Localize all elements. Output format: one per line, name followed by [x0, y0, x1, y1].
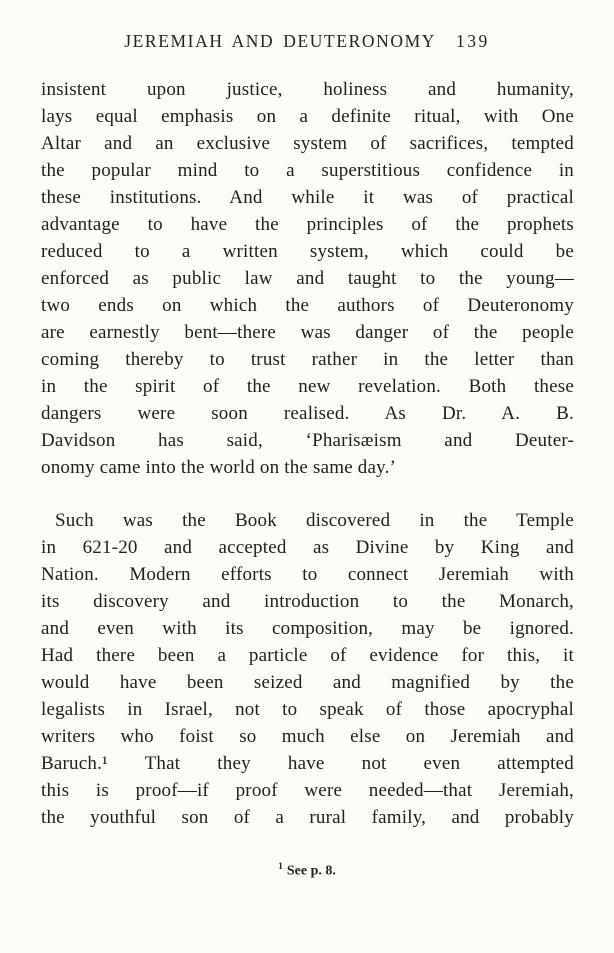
- page-text: [41, 76, 574, 831]
- text-line: insistent upon justice, holiness and humanity,: [41, 79, 574, 100]
- page-header: [0, 31, 614, 52]
- running-head-title: JEREMIAH AND DEUTERONOMY: [124, 31, 436, 51]
- text-line: writers who foist so much else on Jeremiah and: [41, 726, 574, 747]
- text-line: coming thereby to trust rather in the letter than: [41, 349, 574, 370]
- footnote-marker: 1: [278, 862, 283, 872]
- text-line: Altar and an exclusive system of sacrifices, tempted: [41, 133, 574, 154]
- text-line: Such was the Book discovered in the Temple: [55, 510, 574, 531]
- text-line: the popular mind to a superstitious confidence in: [41, 160, 574, 181]
- text-line: Baruch.¹ That they have not even attempted: [41, 753, 574, 774]
- text-line: Had there been a particle of evidence for this, it: [41, 645, 574, 666]
- text-line: would have been seized and magnified by the: [41, 672, 574, 693]
- text-line: legalists in Israel, not to speak of those apocryphal: [41, 699, 574, 720]
- text-line: this is proof—if proof were needed—that Jeremiah,: [41, 780, 574, 801]
- page-number: 139: [456, 31, 490, 51]
- text-line: are earnestly bent—there was danger of the people: [41, 322, 574, 343]
- text-line: Nation. Modern efforts to connect Jeremiah with: [41, 564, 574, 585]
- text-line: and even with its composition, may be ignored.: [41, 618, 574, 639]
- text-line: reduced to a written system, which could be: [41, 241, 574, 262]
- text-line: onomy came into the world on the same day.’: [41, 457, 397, 478]
- text-line: these institutions. And while it was of practical: [41, 187, 574, 208]
- text-line: its discovery and introduction to the Monarch,: [41, 591, 574, 612]
- paragraph: [41, 76, 574, 481]
- text-line: lays equal emphasis on a definite ritual, with One: [41, 106, 574, 127]
- text-line: enforced as public law and taught to the young—: [41, 268, 574, 289]
- footnote: [0, 862, 614, 880]
- text-line: in 621-20 and accepted as Divine by King and: [41, 537, 574, 558]
- footnote-text: See p. 8.: [286, 863, 336, 879]
- text-line: dangers were soon realised. As Dr. A. B.: [41, 403, 574, 424]
- text-line: in the spirit of the new revelation. Both these: [41, 376, 574, 397]
- text-line: Davidson has said, ‘Pharisæism and Deuter-: [41, 430, 574, 451]
- text-line: the youthful son of a rural family, and probably: [41, 807, 574, 828]
- paragraph: [41, 507, 574, 831]
- text-line: two ends on which the authors of Deuteronomy: [41, 295, 574, 316]
- text-line: advantage to have the principles of the prophets: [41, 214, 574, 235]
